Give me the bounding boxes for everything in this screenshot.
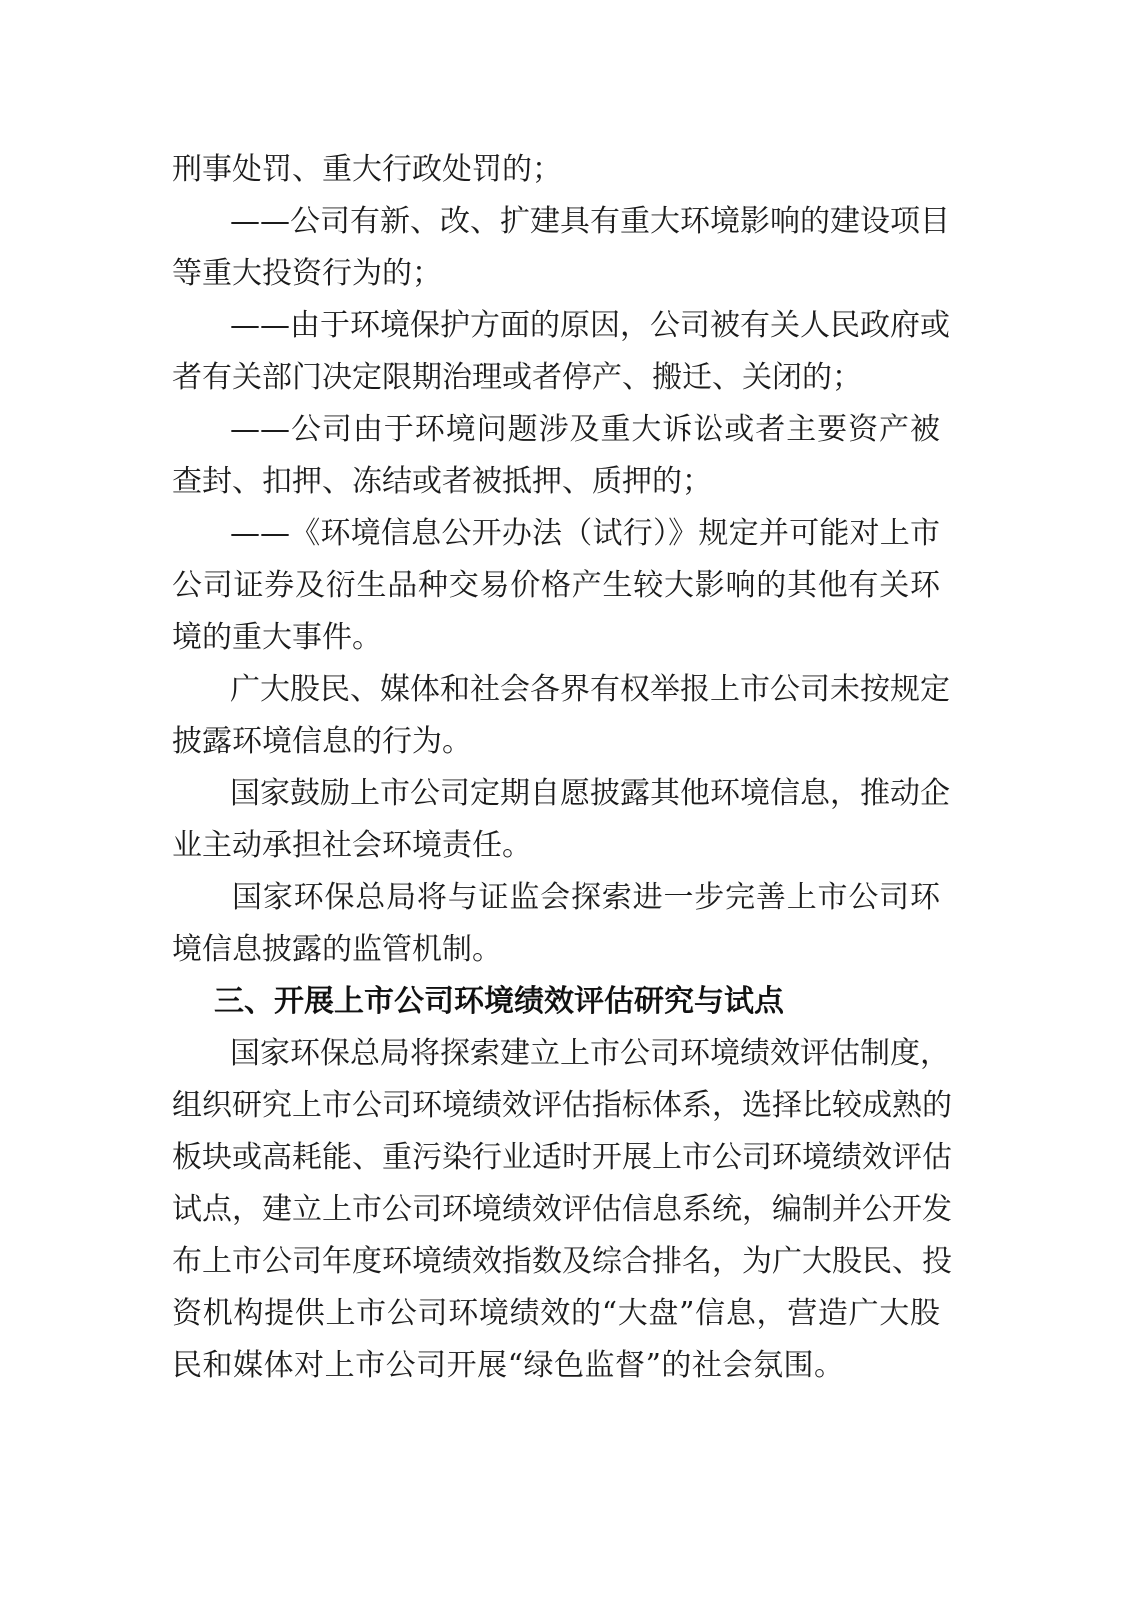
text-line-12: 披露环境信息的行为。	[172, 724, 472, 759]
text-line-1: 刑事处罚、重大行政处罚的；	[172, 152, 562, 187]
text-line-16: 境信息披露的监管机制。	[172, 932, 502, 967]
text-line-23: 资机构提供上市公司环境绩效的“大盘”信息，营造广大股	[172, 1296, 940, 1331]
text-line-24: 民和媒体对上市公司开展“绿色监督”的社会氛围。	[172, 1348, 844, 1383]
text-line-6: ——公司由于环境问题涉及重大诉讼或者主要资产被	[230, 412, 940, 447]
text-line-18: 国家环保总局将探索建立上市公司环境绩效评估制度，	[230, 1036, 950, 1071]
text-line-7: 查封、扣押、冻结或者被抵押、质押的；	[172, 464, 712, 499]
text-line-3: 等重大投资行为的；	[172, 256, 442, 291]
text-line-20: 板块或高耗能、重污染行业适时开展上市公司环境绩效评估	[172, 1140, 952, 1175]
text-line-8: ——《环境信息公开办法（试行）》规定并可能对上市	[230, 516, 940, 551]
text-line-15: 国家环保总局将与证监会探索进一步完善上市公司环	[232, 880, 940, 915]
text-line-9: 公司证券及衍生品种交易价格产生较大影响的其他有关环	[172, 568, 940, 603]
text-line-22: 布上市公司年度环境绩效指数及综合排名，为广大股民、投	[172, 1244, 952, 1279]
text-line-5: 者有关部门决定限期治理或者停产、搬迁、关闭的；	[172, 360, 862, 395]
text-line-21: 试点，建立上市公司环境绩效评估信息系统，编制并公开发	[172, 1192, 952, 1227]
text-line-19: 组织研究上市公司环境绩效评估指标体系，选择比较成熟的	[172, 1088, 952, 1123]
text-line-4: ——由于环境保护方面的原因，公司被有关人民政府或	[230, 308, 950, 343]
text-line-14: 业主动承担社会环境责任。	[172, 828, 532, 863]
section-heading: 三、开展上市公司环境绩效评估研究与试点	[214, 984, 784, 1019]
text-line-10: 境的重大事件。	[172, 620, 382, 655]
text-line-13: 国家鼓励上市公司定期自愿披露其他环境信息，推动企	[230, 776, 950, 811]
text-line-11: 广大股民、媒体和社会各界有权举报上市公司未按规定	[230, 672, 950, 707]
text-line-2: ——公司有新、改、扩建具有重大环境影响的建设项目	[230, 204, 950, 239]
